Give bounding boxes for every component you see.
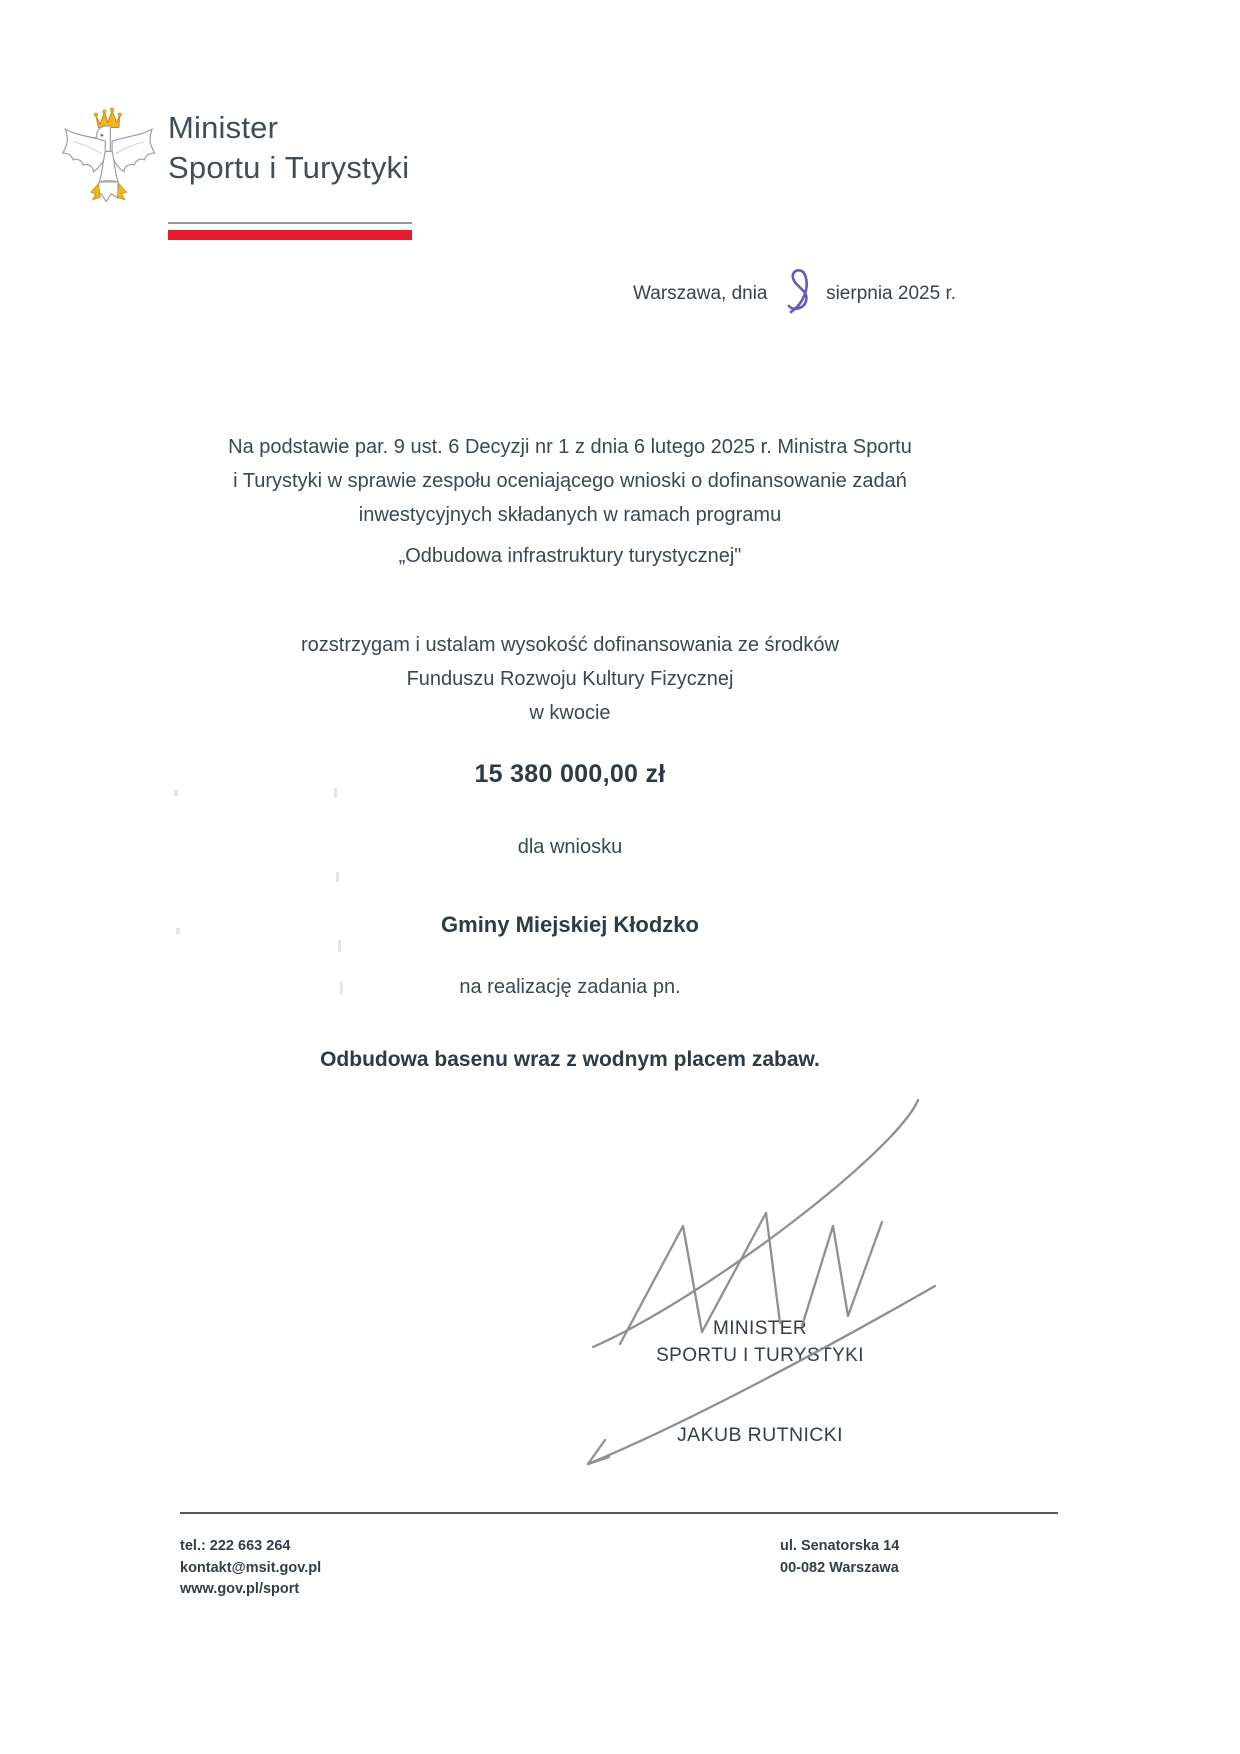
- intro-line-3: inwestycyjnych składanych w ramach programu: [358, 504, 782, 526]
- intro-paragraph: [0, 430, 1140, 532]
- for-application-label: dla wniosku: [517, 836, 623, 858]
- decision-paragraph: [0, 628, 1140, 730]
- scan-artifact: [340, 982, 343, 994]
- scan-artifact: [336, 872, 339, 882]
- dateline-suffix: sierpnia 2025 r.: [826, 283, 956, 305]
- grant-amount: 15 380 000,00 zł: [474, 760, 666, 788]
- scan-artifact: [338, 940, 341, 952]
- intro-line-2: i Turystyki w sprawie zespołu oceniającego wnioski o dofinansowanie zadań: [233, 470, 907, 492]
- footer-contact: [180, 1536, 321, 1601]
- footer-city: 00-082 Warszawa: [780, 1559, 899, 1576]
- flag-red-stripe: [168, 230, 412, 240]
- flag-white-stripe-rule: [168, 222, 412, 224]
- org-name-line2: Sportu i Turystyki: [168, 150, 410, 185]
- footer-address: [780, 1536, 899, 1579]
- dateline-prefix: Warszawa, dnia: [633, 283, 768, 305]
- org-name-line1: Minister: [168, 110, 279, 145]
- signer-name: JAKUB RUTNICKI: [677, 1424, 843, 1446]
- scan-artifact: [174, 790, 178, 796]
- decision-line-1: rozstrzygam i ustalam wysokość dofinansowania ze środków: [301, 634, 839, 656]
- footer-divider: [180, 1512, 1058, 1514]
- beneficiary-name: Gminy Miejskiej Kłodzko: [441, 912, 699, 937]
- footer-website: www.gov.pl/sport: [180, 1581, 300, 1597]
- footer-phone: tel.: 222 663 264: [180, 1538, 291, 1554]
- intro-line-1: Na podstawie par. 9 ust. 6 Decyzji nr 1 z dnia 6 lutego 2025 r. Ministra Sportu: [228, 436, 912, 458]
- signature-title-line1: MINISTER: [713, 1318, 807, 1339]
- scan-artifact: [334, 788, 337, 798]
- eagle-left-talon: [91, 184, 100, 200]
- task-name: Odbudowa basenu wraz z wodnym placem zabaw.: [320, 1048, 820, 1071]
- program-name: „Odbudowa infrastruktury turystycznej": [398, 545, 742, 567]
- handwritten-day-digit: [779, 264, 819, 316]
- polish-eagle-emblem-icon: [56, 100, 158, 218]
- decision-line-2: Funduszu Rozwoju Kultury Fizycznej: [406, 668, 734, 690]
- signature-title: [560, 1315, 960, 1369]
- scan-artifact: [176, 928, 180, 934]
- eagle-right-wing: [112, 129, 155, 172]
- eagle-right-talon: [117, 184, 126, 200]
- eagle-crown: [96, 111, 120, 128]
- footer-email: kontakt@msit.gov.pl: [180, 1559, 322, 1576]
- org-name: [168, 108, 409, 188]
- task-intro-label: na realizację zadania pn.: [459, 976, 681, 998]
- dateline: [0, 282, 956, 306]
- footer-street: ul. Senatorska 14: [780, 1538, 900, 1554]
- signature-title-line2: SPORTU I TURYSTYKI: [656, 1345, 864, 1366]
- decision-line-3: w kwocie: [529, 702, 611, 724]
